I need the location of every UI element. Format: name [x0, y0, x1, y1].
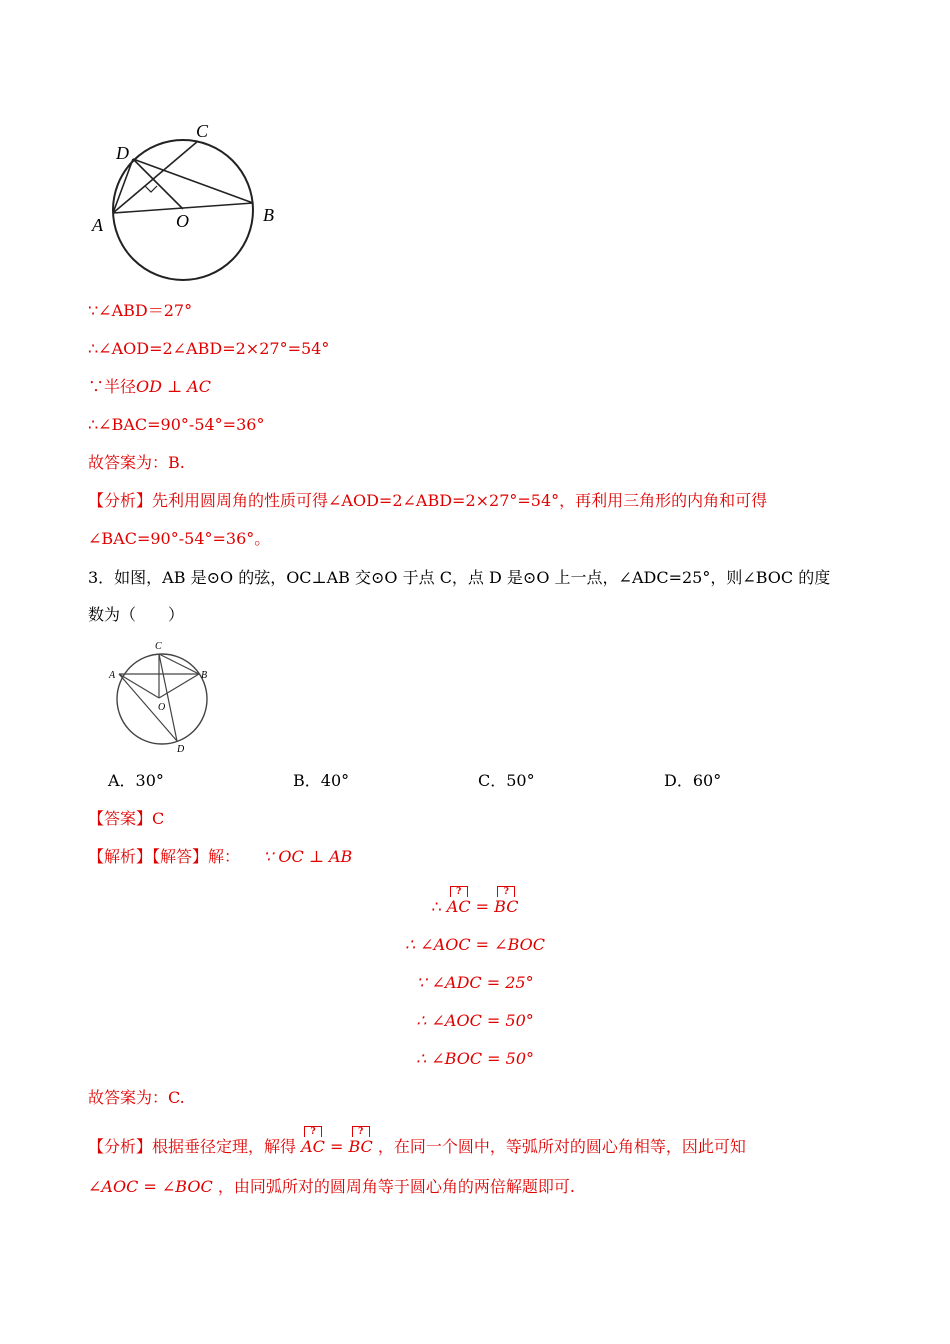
- analysis-3-line-2: [88, 1176, 575, 1198]
- step-arc-equal: [0, 888, 950, 918]
- fig1-label-D: D: [116, 143, 129, 163]
- figure-circle-abcd: [88, 115, 288, 285]
- fig1-label-A: A: [92, 215, 103, 235]
- fig1-line-DO: [133, 159, 183, 209]
- option-a[interactable]: A．30°: [108, 771, 164, 790]
- solution-line-3-prefix: ∵半径: [88, 377, 137, 396]
- step-arc-prefix: ∴: [431, 897, 447, 916]
- solution-header: [88, 846, 352, 868]
- fig1-label-O: O: [176, 211, 189, 231]
- fig3-line-OB: [159, 674, 199, 698]
- fig3-line-AD: [119, 674, 177, 741]
- fig3-label-D: D: [177, 744, 185, 755]
- arc-ac: [447, 888, 471, 918]
- fig3-label-A: A: [109, 670, 116, 681]
- solution-line-4: ∴∠BAC=90°-54°=36°: [88, 415, 265, 434]
- fig3-label-B: B: [201, 670, 208, 681]
- option-d[interactable]: D．60°: [664, 771, 722, 790]
- solution-line-2: ∴∠AOD=2∠ABD=2×27°=54°: [88, 339, 330, 358]
- analysis-line-2: ∠BAC=90°-54°=36°。: [88, 529, 271, 548]
- fig1-label-B: B: [263, 205, 274, 225]
- arc-bc: [494, 888, 518, 918]
- fig3-line-AO: [119, 674, 159, 698]
- option-c[interactable]: C．50°: [478, 771, 535, 790]
- analysis-3-math: ∠AOC = ∠BOC: [88, 1177, 213, 1196]
- question-3-text-line-1: 3．如图，AB 是⊙O 的弦，OC⊥AB 交⊙O 于点 C，点 D 是⊙O 上一点，∠ADC=25°，则∠BOC 的度: [88, 568, 831, 587]
- analysis-3-suffix: ，在同一个圆中，等弧所对的圆心角相等，因此可知: [377, 1137, 746, 1156]
- analysis-arc-eq: =: [324, 1137, 349, 1156]
- analysis-line-1: 【分析】先利用圆周角的性质可得∠AOD=2∠ABD=2×27°=54°，再利用三角形的内角和可得: [88, 491, 768, 510]
- fig3-label-O: O: [158, 702, 166, 713]
- arc-ac-placeholder: ?: [450, 886, 468, 897]
- step-3: ∵ ∠ADC = 25°: [416, 973, 534, 992]
- analysis-arc-bc-label: BC: [348, 1137, 373, 1156]
- analysis-arc-ac: [301, 1128, 325, 1158]
- step-5: ∴ ∠BOC = 50°: [415, 1049, 535, 1068]
- solution-prefix: 【解析】【解答】解：: [88, 847, 241, 866]
- fig3-line-CD: [159, 654, 177, 741]
- analysis-3-rest: ，由同弧所对的圆周角等于圆心角的两倍解题即可.: [217, 1177, 575, 1196]
- step-arc-eq: =: [470, 897, 495, 916]
- fig3-label-C: C: [155, 641, 162, 652]
- solution-line-3: [88, 376, 211, 398]
- question-3-text-line-2: 数为（ ）: [88, 605, 185, 624]
- analysis-arc-bc: [348, 1128, 372, 1158]
- arc-bc-label: BC: [494, 897, 519, 916]
- analysis-arc-ac-label: AC: [301, 1137, 325, 1156]
- solution-line-1: ∵∠ABD＝27°: [88, 301, 193, 320]
- fig1-right-angle: [145, 186, 157, 192]
- analysis-arc-ac-placeholder: ?: [304, 1126, 322, 1137]
- arc-ac-label: AC: [446, 897, 471, 916]
- analysis-3-prefix: 【分析】根据垂径定理，解得: [88, 1137, 297, 1156]
- analysis-3-line-1: [88, 1128, 746, 1158]
- analysis-arc-bc-placeholder: ?: [352, 1126, 370, 1137]
- solution-answer: 故答案为：B.: [88, 453, 185, 472]
- fig1-label-C: C: [196, 121, 209, 141]
- option-b[interactable]: B．40°: [293, 771, 350, 790]
- solution-line-3-math: OD ⊥ AC: [136, 377, 211, 396]
- step-4: ∴ ∠AOC = 50°: [416, 1011, 534, 1030]
- figure-question-3: [106, 636, 210, 756]
- answer-line: 【答案】C: [88, 809, 165, 828]
- arc-bc-placeholder: ?: [497, 886, 515, 897]
- solution-given: ∵ OC ⊥ AB: [263, 847, 353, 866]
- final-answer: 故答案为：C.: [88, 1088, 185, 1107]
- step-2: ∴ ∠AOC = ∠BOC: [405, 935, 545, 954]
